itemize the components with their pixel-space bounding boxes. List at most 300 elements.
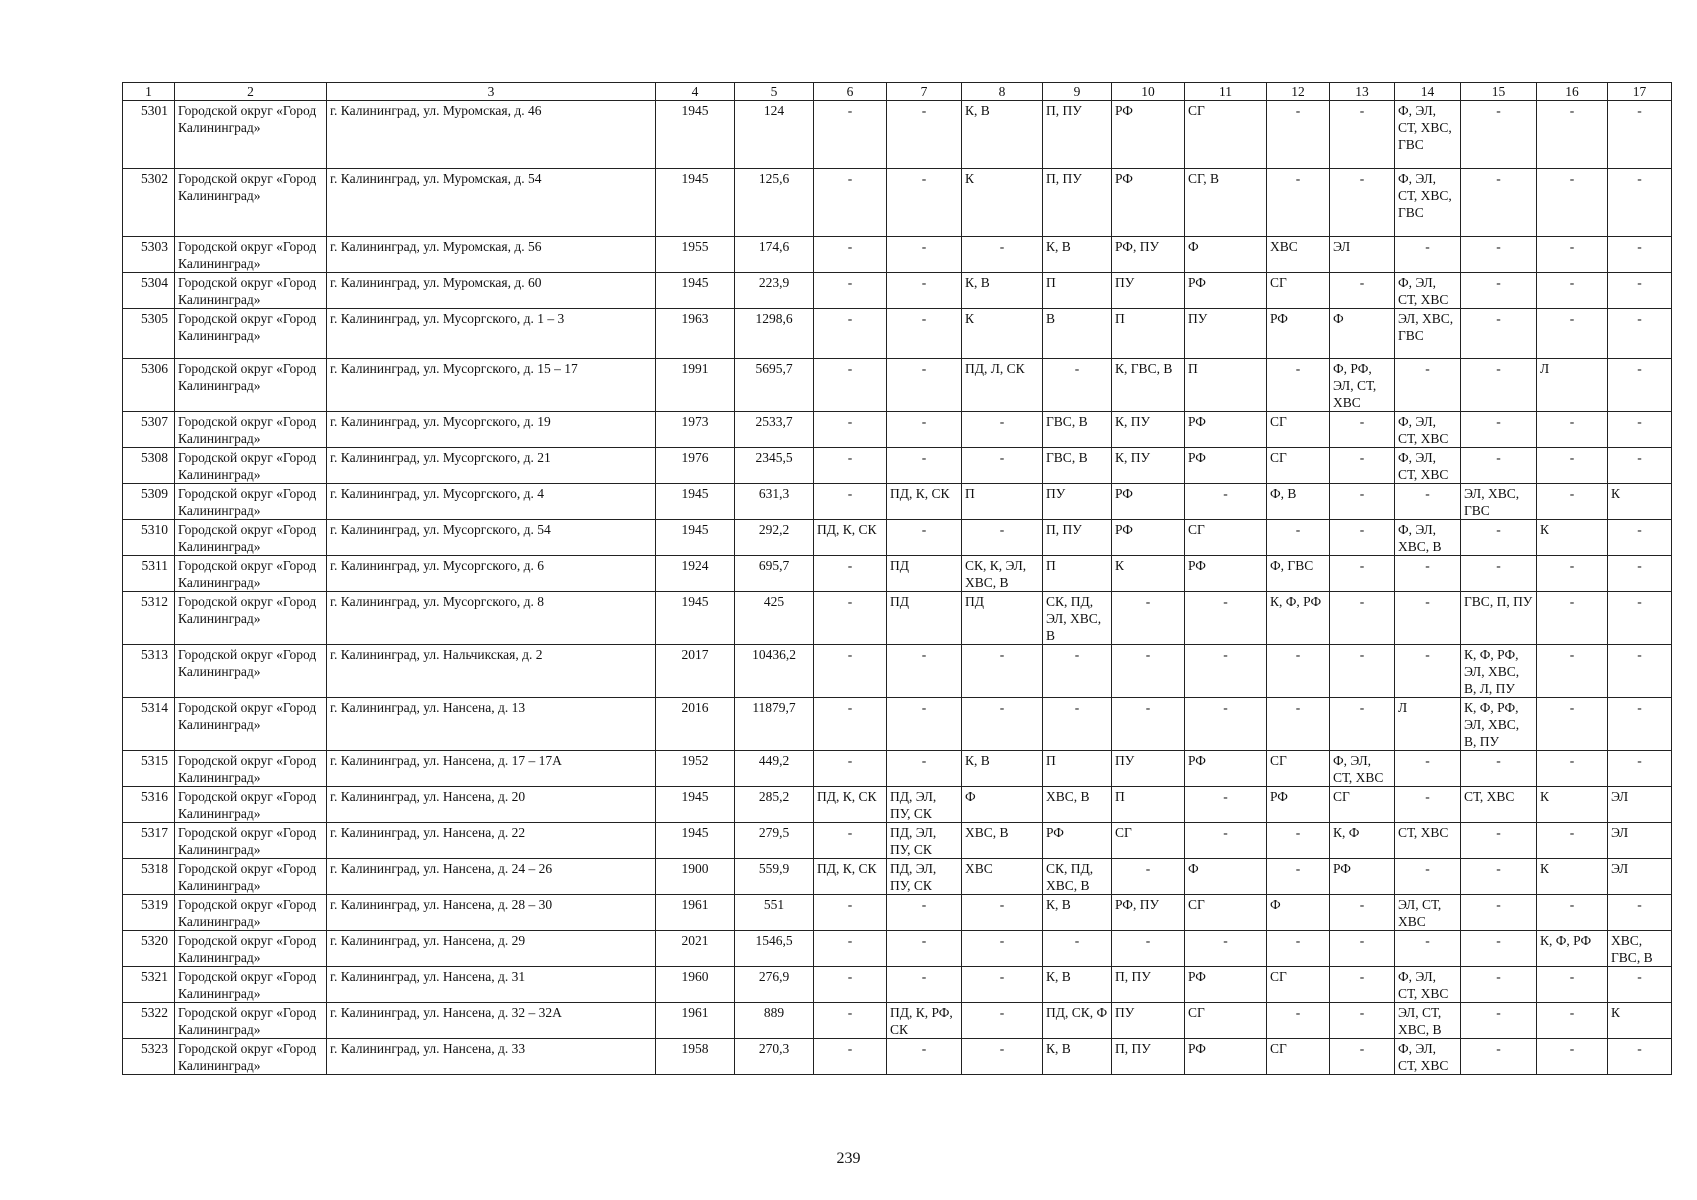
table-cell-col-2: Городской округ «Город Калининград» [175, 859, 327, 895]
table-cell-col-4: 1963 [656, 309, 735, 359]
table-row [123, 1039, 1672, 1075]
table-cell-col-11: - [1185, 931, 1267, 967]
table-cell-col-3: г. Калининград, ул. Мусоргского, д. 4 [327, 484, 656, 520]
table-cell-col-15: СТ, ХВС [1461, 787, 1537, 823]
table-cell-col-9: ХВС, В [1043, 787, 1112, 823]
table-cell-col-11: РФ [1185, 273, 1267, 309]
table-cell-col-5: 2533,7 [735, 412, 814, 448]
table-cell-col-5: 124 [735, 101, 814, 169]
table-cell-col-16: - [1537, 556, 1608, 592]
table-cell-col-15: - [1461, 1039, 1537, 1075]
table-cell-col-6: ПД, К, СК [814, 520, 887, 556]
table-cell-col-17: - [1608, 169, 1672, 237]
column-number-cell: 9 [1043, 83, 1112, 101]
table-cell-col-2: Городской округ «Город Калининград» [175, 169, 327, 237]
table-cell-col-13: Ф [1330, 309, 1395, 359]
table-cell-col-15: - [1461, 273, 1537, 309]
table-cell-col-15: - [1461, 556, 1537, 592]
table-cell-col-9: П, ПУ [1043, 520, 1112, 556]
table-cell-col-4: 1945 [656, 787, 735, 823]
table-cell-col-7: ПД, ЭЛ, ПУ, СК [887, 859, 962, 895]
table-cell-col-11: - [1185, 484, 1267, 520]
table-cell-col-2: Городской округ «Город Калининград» [175, 237, 327, 273]
table-cell-col-13: - [1330, 931, 1395, 967]
table-cell-col-16: К [1537, 787, 1608, 823]
table-cell-col-10: П [1112, 309, 1185, 359]
table-cell-col-13: ЭЛ [1330, 237, 1395, 273]
table-cell-col-6: - [814, 484, 887, 520]
table-cell-col-11: РФ [1185, 751, 1267, 787]
table-cell-col-16: - [1537, 592, 1608, 645]
table-cell-col-17: - [1608, 1039, 1672, 1075]
table-cell-col-6: - [814, 1039, 887, 1075]
table-row [123, 859, 1672, 895]
table-cell-col-6: - [814, 895, 887, 931]
table-cell-col-6: ПД, К, СК [814, 859, 887, 895]
table-cell-col-11: РФ [1185, 967, 1267, 1003]
table-cell-col-10: П, ПУ [1112, 1039, 1185, 1075]
table-cell-col-4: 1945 [656, 823, 735, 859]
table-cell-col-12: - [1267, 859, 1330, 895]
table-cell-col-3: г. Калининград, ул. Нальчикская, д. 2 [327, 645, 656, 698]
table-cell-col-2: Городской округ «Город Калининград» [175, 556, 327, 592]
table-cell-col-10: РФ [1112, 484, 1185, 520]
table-cell-col-4: 1900 [656, 859, 735, 895]
table-cell-col-7: - [887, 698, 962, 751]
table-cell-col-16: - [1537, 645, 1608, 698]
table-cell-col-4: 1945 [656, 169, 735, 237]
table-cell-col-12: СГ [1267, 967, 1330, 1003]
table-row [123, 169, 1672, 237]
table-cell-col-8: К [962, 309, 1043, 359]
table-cell-col-14: - [1395, 931, 1461, 967]
table-cell-col-4: 1945 [656, 273, 735, 309]
table-cell-col-15: К, Ф, РФ, ЭЛ, ХВС, В, ПУ [1461, 698, 1537, 751]
table-cell-col-9: - [1043, 645, 1112, 698]
table-cell-col-16: - [1537, 169, 1608, 237]
table-cell-col-7: - [887, 751, 962, 787]
table-cell-col-13: Ф, ЭЛ, СТ, ХВС [1330, 751, 1395, 787]
table-cell-col-9: К, В [1043, 895, 1112, 931]
table-cell-col-6: - [814, 101, 887, 169]
table-cell-col-8: - [962, 1003, 1043, 1039]
table-cell-col-1: 5302 [123, 169, 175, 237]
table-cell-col-3: г. Калининград, ул. Мусоргского, д. 19 [327, 412, 656, 448]
table-cell-col-1: 5320 [123, 931, 175, 967]
column-number-cell: 6 [814, 83, 887, 101]
table-cell-col-15: - [1461, 520, 1537, 556]
table-cell-col-4: 1924 [656, 556, 735, 592]
table-cell-col-13: - [1330, 448, 1395, 484]
table-cell-col-1: 5321 [123, 967, 175, 1003]
table-cell-col-3: г. Калининград, ул. Муромская, д. 46 [327, 101, 656, 169]
table-cell-col-6: - [814, 931, 887, 967]
column-number-cell: 16 [1537, 83, 1608, 101]
table-cell-col-12: ХВС [1267, 237, 1330, 273]
table-row [123, 412, 1672, 448]
table-cell-col-4: 1945 [656, 101, 735, 169]
table-cell-col-7: - [887, 359, 962, 412]
table-cell-col-10: - [1112, 645, 1185, 698]
table-cell-col-6: - [814, 823, 887, 859]
table-cell-col-11: - [1185, 787, 1267, 823]
table-row [123, 520, 1672, 556]
table-row [123, 931, 1672, 967]
table-cell-col-15: - [1461, 309, 1537, 359]
table-cell-col-1: 5310 [123, 520, 175, 556]
table-cell-col-17: К [1608, 484, 1672, 520]
table-cell-col-12: СГ [1267, 412, 1330, 448]
table-cell-col-9: СК, ПД, ЭЛ, ХВС, В [1043, 592, 1112, 645]
table-cell-col-1: 5301 [123, 101, 175, 169]
table-cell-col-14: - [1395, 859, 1461, 895]
table-cell-col-6: - [814, 237, 887, 273]
table-cell-col-15: - [1461, 859, 1537, 895]
table-cell-col-12: Ф, В [1267, 484, 1330, 520]
page-number: 239 [836, 1150, 861, 1167]
table-cell-col-12: К, Ф, РФ [1267, 592, 1330, 645]
column-number-cell: 12 [1267, 83, 1330, 101]
table-cell-col-16: - [1537, 823, 1608, 859]
table-cell-col-10: К, ПУ [1112, 412, 1185, 448]
table-cell-col-16: - [1537, 967, 1608, 1003]
table-cell-col-1: 5305 [123, 309, 175, 359]
table-cell-col-5: 631,3 [735, 484, 814, 520]
table-cell-col-17: - [1608, 237, 1672, 273]
table-cell-col-12: Ф, ГВС [1267, 556, 1330, 592]
table-cell-col-17: - [1608, 101, 1672, 169]
table-cell-col-9: - [1043, 359, 1112, 412]
table-cell-col-2: Городской округ «Город Калининград» [175, 1003, 327, 1039]
table-cell-col-3: г. Калининград, ул. Нансена, д. 17 – 17А [327, 751, 656, 787]
table-cell-col-8: ПД [962, 592, 1043, 645]
table-cell-col-2: Городской округ «Город Калининград» [175, 751, 327, 787]
table-cell-col-2: Городской округ «Город Калининград» [175, 412, 327, 448]
table-cell-col-15: ГВС, П, ПУ [1461, 592, 1537, 645]
table-cell-col-5: 1546,5 [735, 931, 814, 967]
table-cell-col-9: К, В [1043, 1039, 1112, 1075]
column-number-cell: 17 [1608, 83, 1672, 101]
table-cell-col-15: - [1461, 823, 1537, 859]
table-cell-col-11: - [1185, 823, 1267, 859]
table-cell-col-6: - [814, 169, 887, 237]
table-cell-col-9: П [1043, 556, 1112, 592]
table-row [123, 967, 1672, 1003]
table-cell-col-3: г. Калининград, ул. Муромская, д. 60 [327, 273, 656, 309]
column-number-cell: 3 [327, 83, 656, 101]
table-cell-col-7: ПД, ЭЛ, ПУ, СК [887, 823, 962, 859]
table-cell-col-16: К [1537, 520, 1608, 556]
table-cell-col-1: 5322 [123, 1003, 175, 1039]
table-cell-col-12: - [1267, 101, 1330, 169]
table-cell-col-4: 1955 [656, 237, 735, 273]
table-cell-col-13: - [1330, 1003, 1395, 1039]
table-cell-col-2: Городской округ «Город Калининград» [175, 448, 327, 484]
table-cell-col-13: - [1330, 484, 1395, 520]
table-cell-col-10: ПУ [1112, 273, 1185, 309]
table-cell-col-14: Ф, ЭЛ, СТ, ХВС [1395, 1039, 1461, 1075]
table-cell-col-8: П [962, 484, 1043, 520]
table-cell-col-13: - [1330, 967, 1395, 1003]
table-cell-col-7: - [887, 967, 962, 1003]
table-cell-col-6: - [814, 967, 887, 1003]
table-cell-col-10: П, ПУ [1112, 967, 1185, 1003]
table-cell-col-9: П, ПУ [1043, 169, 1112, 237]
table-cell-col-8: - [962, 520, 1043, 556]
table-cell-col-14: ЭЛ, СТ, ХВС [1395, 895, 1461, 931]
table-cell-col-14: Ф, ЭЛ, СТ, ХВС, ГВС [1395, 169, 1461, 237]
table-cell-col-14: Л [1395, 698, 1461, 751]
table-cell-col-2: Городской округ «Город Калининград» [175, 101, 327, 169]
table-cell-col-12: СГ [1267, 751, 1330, 787]
table-cell-col-5: 559,9 [735, 859, 814, 895]
table-cell-col-1: 5312 [123, 592, 175, 645]
table-cell-col-8: - [962, 698, 1043, 751]
table-cell-col-3: г. Калининград, ул. Нансена, д. 31 [327, 967, 656, 1003]
table-cell-col-15: - [1461, 412, 1537, 448]
table-cell-col-2: Городской округ «Город Калининград» [175, 967, 327, 1003]
table-cell-col-3: г. Калининград, ул. Мусоргского, д. 1 – 3 [327, 309, 656, 359]
table-cell-col-11: Ф [1185, 859, 1267, 895]
table-row [123, 1003, 1672, 1039]
table-cell-col-5: 174,6 [735, 237, 814, 273]
table-row [123, 309, 1672, 359]
table-cell-col-5: 276,9 [735, 967, 814, 1003]
table-row [123, 101, 1672, 169]
table-cell-col-12: СГ [1267, 273, 1330, 309]
table-cell-col-16: - [1537, 895, 1608, 931]
table-cell-col-3: г. Калининград, ул. Нансена, д. 33 [327, 1039, 656, 1075]
table-cell-col-16: - [1537, 309, 1608, 359]
table-cell-col-15: - [1461, 895, 1537, 931]
table-cell-col-6: - [814, 592, 887, 645]
table-cell-col-6: - [814, 751, 887, 787]
table-cell-col-6: - [814, 273, 887, 309]
table-cell-col-17: - [1608, 645, 1672, 698]
table-cell-col-8: ХВС, В [962, 823, 1043, 859]
table-cell-col-10: - [1112, 859, 1185, 895]
column-number-cell: 11 [1185, 83, 1267, 101]
table-cell-col-17: - [1608, 967, 1672, 1003]
table-cell-col-17: - [1608, 412, 1672, 448]
table-cell-col-4: 1961 [656, 895, 735, 931]
table-cell-col-7: - [887, 1039, 962, 1075]
table-cell-col-4: 1973 [656, 412, 735, 448]
table-cell-col-8: - [962, 967, 1043, 1003]
table-cell-col-2: Городской округ «Город Калининград» [175, 1039, 327, 1075]
table-cell-col-12: СГ [1267, 448, 1330, 484]
table-cell-col-1: 5308 [123, 448, 175, 484]
table-cell-col-15: - [1461, 931, 1537, 967]
table-cell-col-11: ПУ [1185, 309, 1267, 359]
table-cell-col-17: ЭЛ [1608, 787, 1672, 823]
table-cell-col-6: - [814, 698, 887, 751]
table-cell-col-13: - [1330, 1039, 1395, 1075]
table-cell-col-3: г. Калининград, ул. Муромская, д. 54 [327, 169, 656, 237]
table-cell-col-8: - [962, 895, 1043, 931]
table-cell-col-11: РФ [1185, 448, 1267, 484]
table-cell-col-6: ПД, К, СК [814, 787, 887, 823]
table-cell-col-9: СК, ПД, ХВС, В [1043, 859, 1112, 895]
table-cell-col-5: 5695,7 [735, 359, 814, 412]
table-cell-col-11: - [1185, 645, 1267, 698]
table-cell-col-3: г. Калининград, ул. Муромская, д. 56 [327, 237, 656, 273]
table-cell-col-12: - [1267, 1003, 1330, 1039]
table-cell-col-15: ЭЛ, ХВС, ГВС [1461, 484, 1537, 520]
table-cell-col-4: 2017 [656, 645, 735, 698]
table-cell-col-13: К, Ф [1330, 823, 1395, 859]
table-cell-col-12: - [1267, 931, 1330, 967]
table-cell-col-2: Городской округ «Город Калининград» [175, 273, 327, 309]
table-cell-col-8: К, В [962, 751, 1043, 787]
table-cell-col-8: К, В [962, 273, 1043, 309]
table-cell-col-7: - [887, 101, 962, 169]
table-cell-col-14: - [1395, 556, 1461, 592]
table-cell-col-7: - [887, 273, 962, 309]
table-cell-col-13: СГ [1330, 787, 1395, 823]
table-cell-col-7: - [887, 895, 962, 931]
table-cell-col-3: г. Калининград, ул. Нансена, д. 32 – 32А [327, 1003, 656, 1039]
table-cell-col-13: Ф, РФ, ЭЛ, СТ, ХВС [1330, 359, 1395, 412]
table-cell-col-11: - [1185, 698, 1267, 751]
table-cell-col-11: СГ [1185, 101, 1267, 169]
column-number-cell: 7 [887, 83, 962, 101]
table-cell-col-5: 11879,7 [735, 698, 814, 751]
table-cell-col-17: - [1608, 309, 1672, 359]
table-cell-col-5: 695,7 [735, 556, 814, 592]
table-cell-col-3: г. Калининград, ул. Нансена, д. 13 [327, 698, 656, 751]
table-cell-col-7: - [887, 931, 962, 967]
table-row [123, 592, 1672, 645]
table-cell-col-9: РФ [1043, 823, 1112, 859]
table-cell-col-5: 285,2 [735, 787, 814, 823]
table-cell-col-4: 2021 [656, 931, 735, 967]
table-cell-col-3: г. Калининград, ул. Мусоргского, д. 6 [327, 556, 656, 592]
table-cell-col-2: Городской округ «Город Калининград» [175, 823, 327, 859]
table-cell-col-10: СГ [1112, 823, 1185, 859]
table-cell-col-10: ПУ [1112, 751, 1185, 787]
table-cell-col-12: - [1267, 698, 1330, 751]
table-cell-col-14: Ф, ЭЛ, СТ, ХВС [1395, 412, 1461, 448]
table-cell-col-16: К, Ф, РФ [1537, 931, 1608, 967]
table-cell-col-9: - [1043, 698, 1112, 751]
table-cell-col-4: 1952 [656, 751, 735, 787]
table-cell-col-14: ЭЛ, ХВС, ГВС [1395, 309, 1461, 359]
table-cell-col-11: Ф [1185, 237, 1267, 273]
table-cell-col-2: Городской округ «Город Калининград» [175, 787, 327, 823]
table-cell-col-1: 5311 [123, 556, 175, 592]
table-cell-col-1: 5314 [123, 698, 175, 751]
table-cell-col-5: 2345,5 [735, 448, 814, 484]
table-cell-col-5: 425 [735, 592, 814, 645]
table-cell-col-7: ПД, К, РФ, СК [887, 1003, 962, 1039]
table-cell-col-12: - [1267, 169, 1330, 237]
table-cell-col-16: - [1537, 412, 1608, 448]
table-cell-col-16: - [1537, 237, 1608, 273]
table-row [123, 448, 1672, 484]
table-cell-col-5: 10436,2 [735, 645, 814, 698]
column-number-cell: 15 [1461, 83, 1537, 101]
table-cell-col-5: 1298,6 [735, 309, 814, 359]
table-cell-col-8: - [962, 448, 1043, 484]
table-cell-col-16: К [1537, 859, 1608, 895]
table-cell-col-13: - [1330, 556, 1395, 592]
table-cell-col-4: 1945 [656, 592, 735, 645]
table-cell-col-7: - [887, 448, 962, 484]
table-cell-col-14: ЭЛ, СТ, ХВС, В [1395, 1003, 1461, 1039]
table-cell-col-6: - [814, 556, 887, 592]
column-number-cell: 10 [1112, 83, 1185, 101]
table-cell-col-12: СГ [1267, 1039, 1330, 1075]
table-cell-col-1: 5309 [123, 484, 175, 520]
table-cell-col-16: - [1537, 1003, 1608, 1039]
table-cell-col-15: - [1461, 101, 1537, 169]
table-cell-col-5: 889 [735, 1003, 814, 1039]
table-cell-col-5: 292,2 [735, 520, 814, 556]
table-cell-col-11: РФ [1185, 1039, 1267, 1075]
table-cell-col-10: РФ, ПУ [1112, 895, 1185, 931]
table-cell-col-2: Городской округ «Город Калининград» [175, 484, 327, 520]
table-cell-col-17: ЭЛ [1608, 859, 1672, 895]
table-cell-col-3: г. Калининград, ул. Нансена, д. 24 – 26 [327, 859, 656, 895]
table-cell-col-1: 5304 [123, 273, 175, 309]
table-cell-col-12: - [1267, 520, 1330, 556]
table-cell-col-17: - [1608, 698, 1672, 751]
table-cell-col-3: г. Калининград, ул. Мусоргского, д. 8 [327, 592, 656, 645]
table-cell-col-12: РФ [1267, 787, 1330, 823]
table-cell-col-7: ПД, К, СК [887, 484, 962, 520]
table-row [123, 823, 1672, 859]
table-cell-col-14: СТ, ХВС [1395, 823, 1461, 859]
table-cell-col-5: 551 [735, 895, 814, 931]
column-number-cell: 13 [1330, 83, 1395, 101]
table-cell-col-10: - [1112, 592, 1185, 645]
table-cell-col-7: - [887, 645, 962, 698]
table-cell-col-13: - [1330, 169, 1395, 237]
table-cell-col-7: - [887, 309, 962, 359]
table-cell-col-6: - [814, 309, 887, 359]
table-cell-col-1: 5318 [123, 859, 175, 895]
table-cell-col-9: К, В [1043, 967, 1112, 1003]
table-cell-col-1: 5307 [123, 412, 175, 448]
table-cell-col-14: Ф, ЭЛ, СТ, ХВС [1395, 273, 1461, 309]
table-cell-col-2: Городской округ «Город Калининград» [175, 520, 327, 556]
table-cell-col-6: - [814, 412, 887, 448]
table-cell-col-17: - [1608, 895, 1672, 931]
table-cell-col-8: - [962, 237, 1043, 273]
table-cell-col-8: СК, К, ЭЛ, ХВС, В [962, 556, 1043, 592]
table-cell-col-1: 5323 [123, 1039, 175, 1075]
table-cell-col-15: - [1461, 169, 1537, 237]
table-cell-col-14: - [1395, 787, 1461, 823]
table-cell-col-10: К [1112, 556, 1185, 592]
table-cell-col-14: - [1395, 592, 1461, 645]
table-cell-col-8: - [962, 1039, 1043, 1075]
table-cell-col-8: ХВС [962, 859, 1043, 895]
table-cell-col-9: ГВС, В [1043, 448, 1112, 484]
table-cell-col-13: - [1330, 895, 1395, 931]
table-cell-col-3: г. Калининград, ул. Мусоргского, д. 21 [327, 448, 656, 484]
housing-register-table [122, 82, 1672, 1075]
table-cell-col-3: г. Калининград, ул. Нансена, д. 28 – 30 [327, 895, 656, 931]
table-cell-col-7: ПД [887, 592, 962, 645]
table-cell-col-1: 5315 [123, 751, 175, 787]
table-cell-col-11: СГ [1185, 895, 1267, 931]
table-cell-col-14: Ф, ЭЛ, СТ, ХВС [1395, 967, 1461, 1003]
table-cell-col-15: - [1461, 751, 1537, 787]
column-number-cell: 1 [123, 83, 175, 101]
table-cell-col-1: 5313 [123, 645, 175, 698]
